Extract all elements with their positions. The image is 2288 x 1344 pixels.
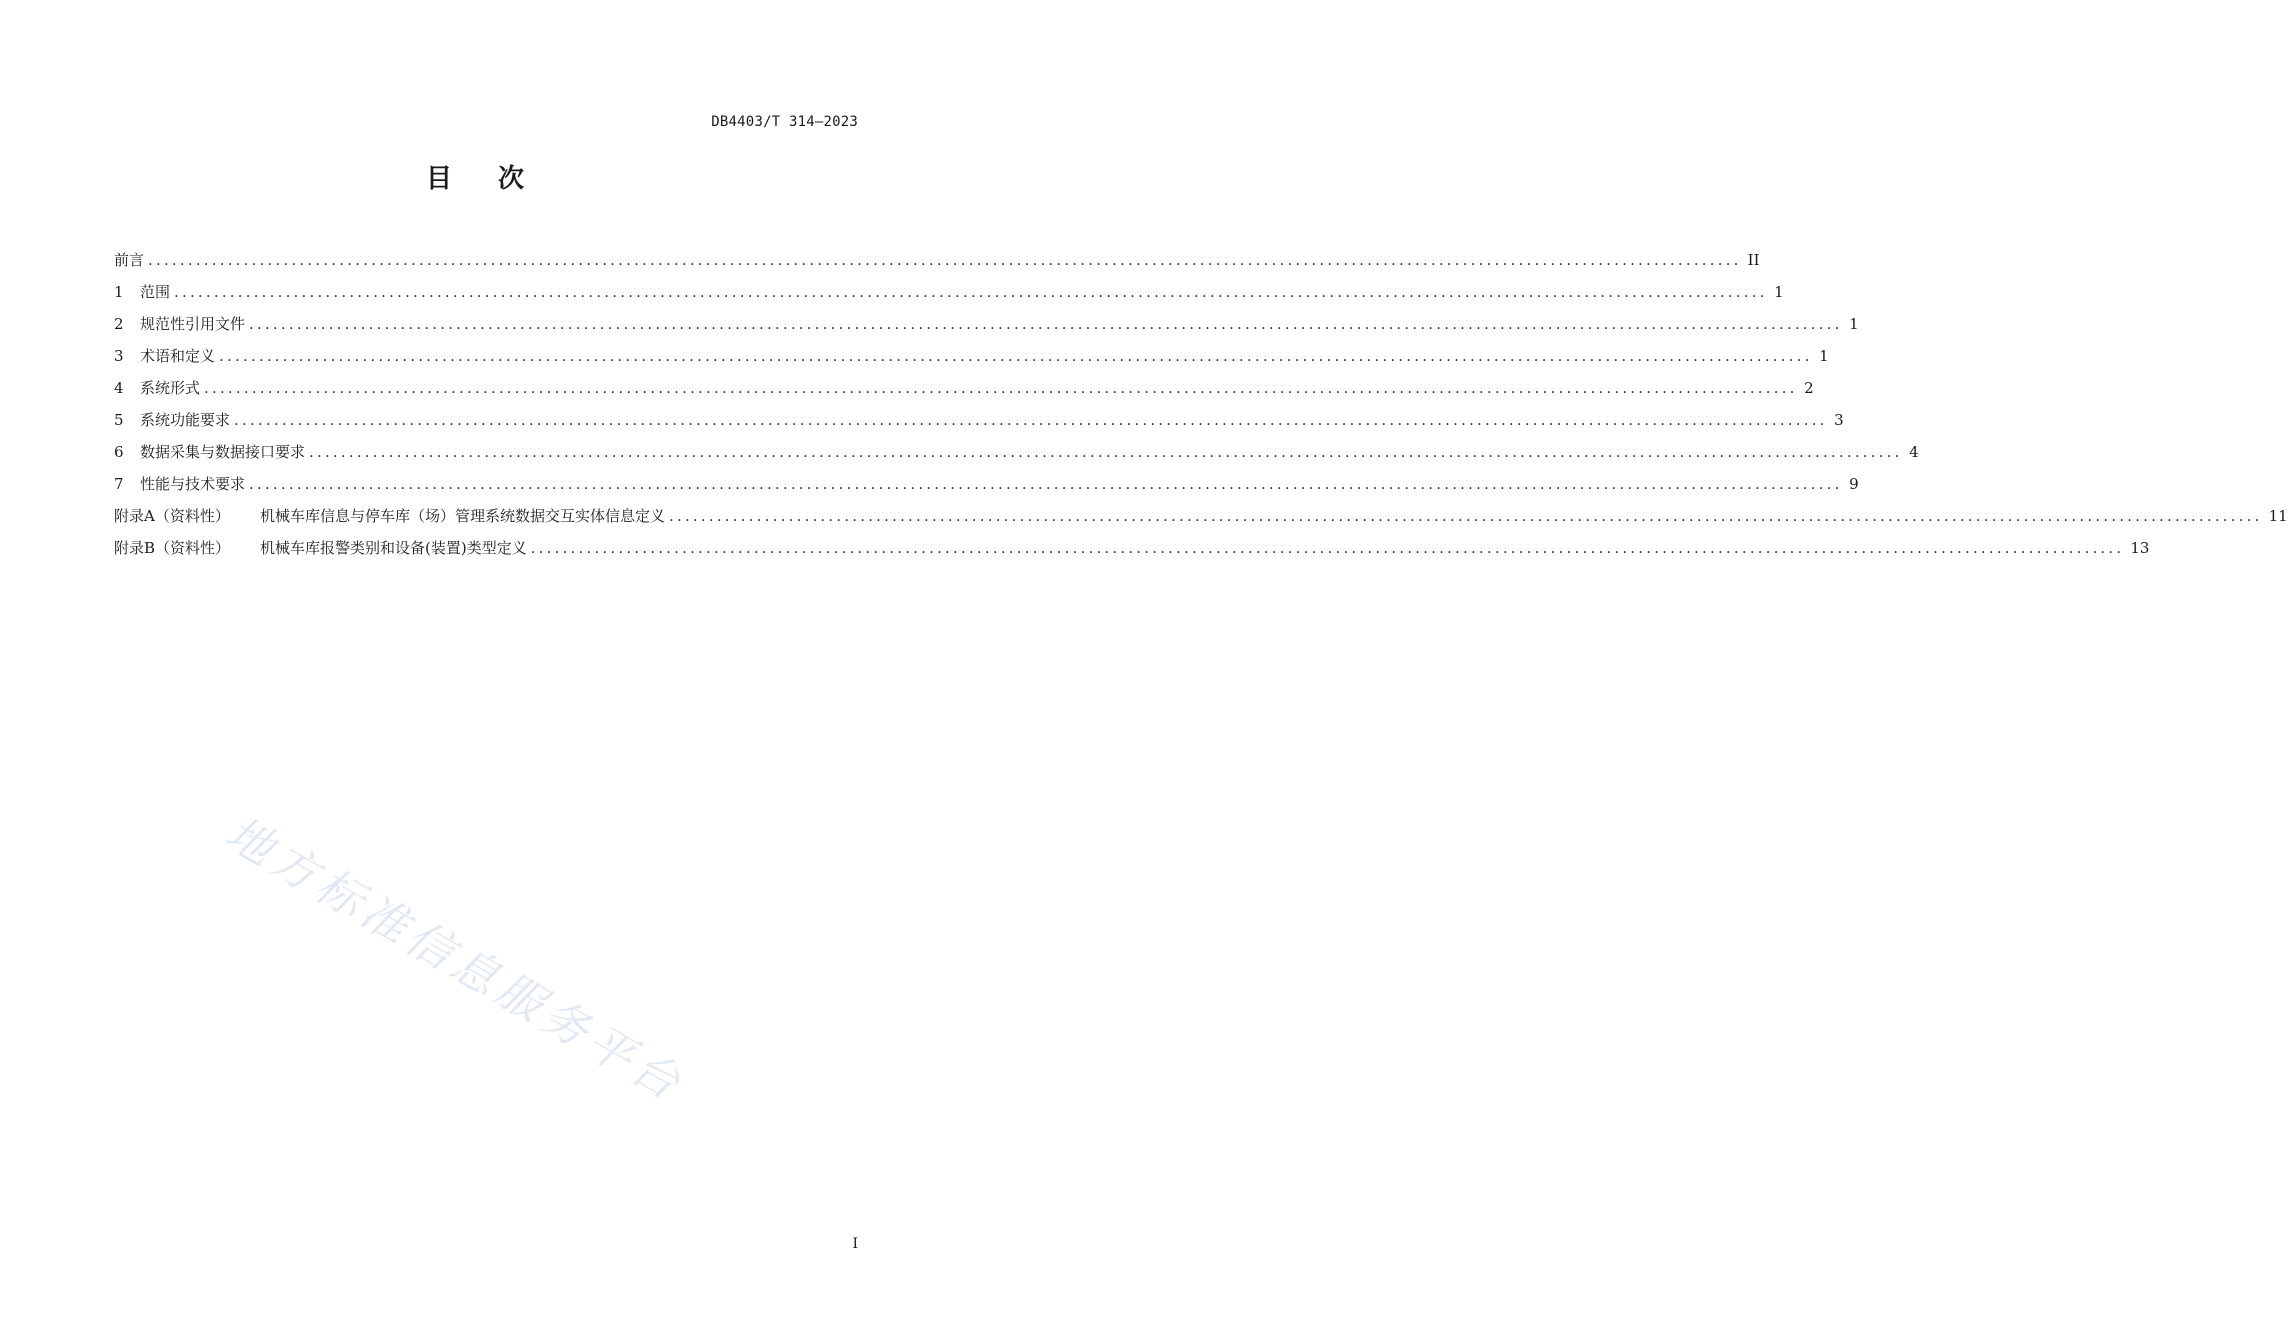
toc-entry-label: 系统功能要求 (140, 411, 231, 429)
toc-entry-number: 6 (114, 443, 124, 461)
toc-entry-label: 范围 (140, 283, 171, 301)
toc-entry-page: 1 (1849, 315, 1859, 333)
toc-leader-dots: ........................................................................................................................................................................................................ (204, 379, 1798, 397)
toc-leader-dots: ........................................................................................................................................................................................................ (234, 411, 1828, 429)
toc-entry-page: 1 (1819, 347, 1829, 365)
toc-leader-dots: ........................................................................................................................................................................................................ (249, 475, 1843, 493)
toc-entry-page: 1 (1774, 283, 1784, 301)
toc-entry-number: 2 (114, 315, 124, 333)
toc-entry-label: 前言 (114, 251, 145, 269)
page-title: 目次 (425, 164, 570, 194)
appendix-tag: 附录B（资料性） (114, 539, 231, 557)
toc-entry-number: 7 (114, 475, 124, 493)
toc-entry-label: 性能与技术要求 (140, 475, 246, 493)
toc-entry-label: 数据采集与数据接口要求 (140, 443, 306, 461)
toc-entry-appendix-a[interactable] (114, 506, 2288, 538)
appendix-title: 机械车库报警类别和设备(装置)类型定义 (260, 539, 527, 557)
document-code: DB4403/T 314—2023 (711, 114, 858, 130)
toc-entry-number: 3 (114, 347, 124, 365)
table-of-contents (114, 250, 2288, 570)
toc-entry-normative-references[interactable] (114, 314, 1859, 346)
toc-entry-page: 3 (1834, 411, 1844, 429)
toc-leader-dots: ........................................................................................................................................................................................................ (309, 443, 1903, 461)
toc-entry-page: 11 (2268, 507, 2288, 525)
toc-entry-system-form[interactable] (114, 378, 1814, 410)
toc-leader-dots: ........................................................................................................................................................................................................ (219, 347, 1813, 365)
toc-leader-dots: ........................................................................................................................................................................................................ (249, 315, 1843, 333)
toc-entry-number: 5 (114, 411, 124, 429)
toc-entry-scope[interactable] (114, 282, 1784, 314)
page-number: I (852, 1236, 858, 1252)
toc-leader-dots: ........................................................................................................................................................................................................ (530, 539, 2125, 557)
toc-entry-terms-definitions[interactable] (114, 346, 1829, 378)
toc-entry-number: 4 (114, 379, 124, 397)
toc-entry-page: 13 (2130, 539, 2150, 557)
toc-leader-dots: ........................................................................................................................................................................................................ (669, 507, 2263, 525)
toc-entry-label: 规范性引用文件 (140, 315, 246, 333)
watermark: 地方标准信息服务平台 (216, 805, 694, 1113)
toc-entry-page: 4 (1909, 443, 1919, 461)
toc-entry-label: 系统形式 (140, 379, 201, 397)
toc-entry-foreword[interactable] (114, 250, 1760, 282)
toc-leader-dots: ........................................................................................................................................................................................................ (148, 251, 1742, 269)
toc-entry-page: 2 (1804, 379, 1814, 397)
toc-entry-label: 术语和定义 (140, 347, 216, 365)
toc-leader-dots: ........................................................................................................................................................................................................ (174, 283, 1768, 301)
toc-entry-functional-requirements[interactable] (114, 410, 1844, 442)
appendix-title: 机械车库信息与停车库（场）管理系统数据交互实体信息定义 (260, 507, 666, 525)
toc-entry-page: II (1747, 251, 1760, 269)
toc-entry-performance-technical[interactable] (114, 474, 1859, 506)
toc-entry-page: 9 (1849, 475, 1859, 493)
toc-entry-label (114, 538, 527, 558)
toc-entry-label (114, 506, 665, 526)
toc-entry-appendix-b[interactable] (114, 538, 2150, 570)
appendix-tag: 附录A（资料性） (114, 507, 230, 525)
toc-entry-data-interface[interactable] (114, 442, 1919, 474)
toc-entry-number: 1 (114, 283, 124, 301)
